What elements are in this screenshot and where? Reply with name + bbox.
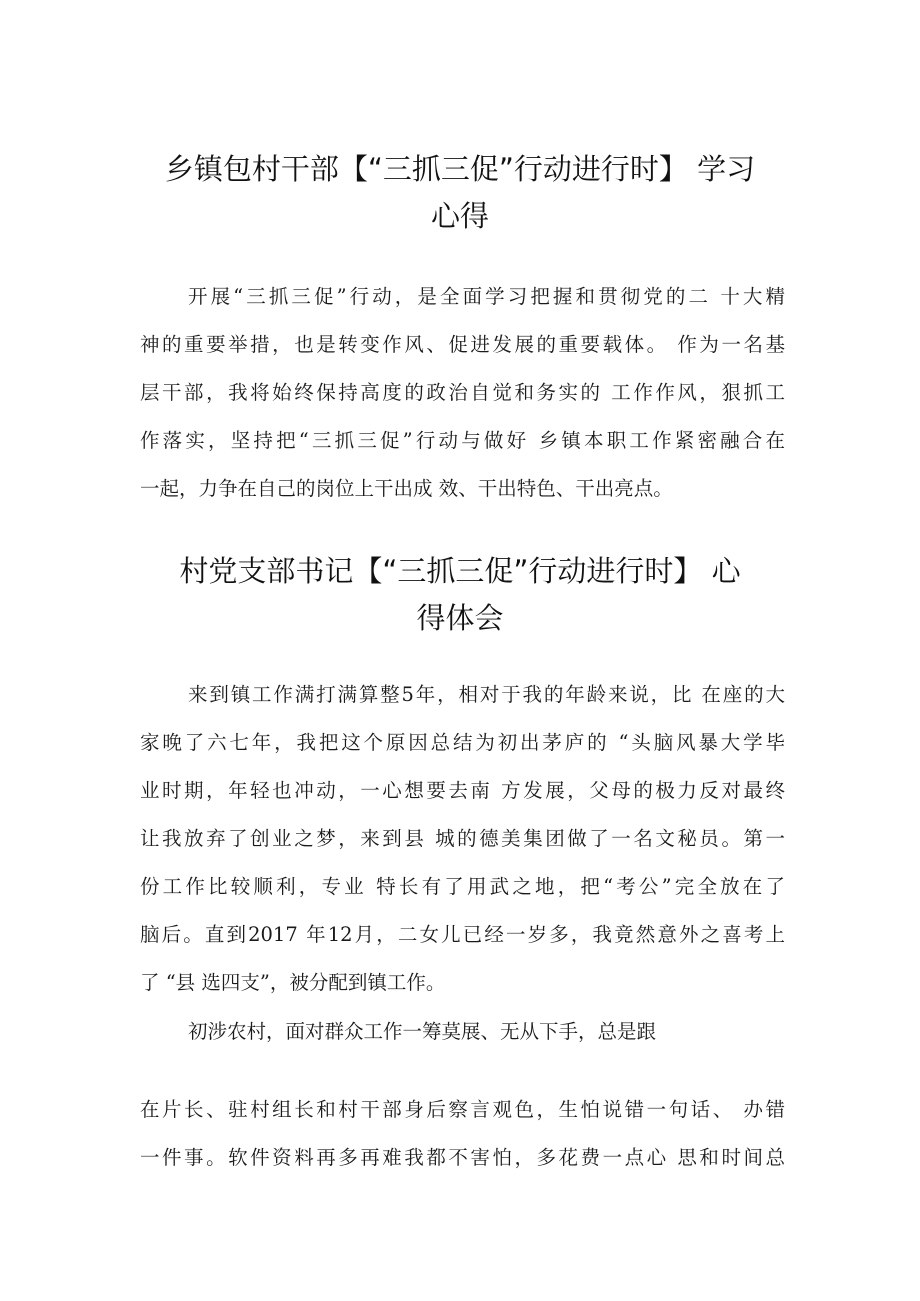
section2-paragraph-3 (140, 1086, 785, 1182)
paragraph-line: 脑后。直到2017 年12月，二女儿已经一岁多，我竟然意外之喜考上 (140, 923, 785, 946)
paragraph-line: 业时期，年轻也冲动，一心想要去南 方发展，父母的极力反对最终 (140, 779, 785, 802)
section2-title (130, 548, 790, 642)
paragraph-line: 神的重要举措，也是转变作风、促进发展的重要载体。 作为一名基 (140, 333, 785, 356)
paragraph-line: 在片长、驻村组长和村干部身后察言观色，生怕说错一句话、 办错 (140, 1098, 785, 1121)
paragraph-line: 作落实，坚持把“三抓三促”行动与做好 乡镇本职工作紧密融合在 (140, 429, 785, 452)
paragraph-line: 开展“三抓三促”行动，是全面学习把握和贯彻党的二 十大精 (188, 285, 785, 308)
paragraph-line: 初涉农村，面对群众工作一筹莫展、无从下手，总是跟 (188, 1020, 657, 1043)
section1-title (130, 146, 790, 240)
title-line: 得体会 (416, 601, 504, 635)
section2-paragraph-1 (140, 671, 785, 1007)
paragraph-line: 一件事。软件资料再多再难我都不害怕，多花费一点心 思和时间总 (140, 1146, 785, 1169)
paragraph-line: 来到镇工作满打满算整5年，相对于我的年龄来说，比 在座的大 (188, 683, 785, 706)
title-line: 乡镇包村干部【“三抓三促”行动进行时】 学习 (164, 152, 756, 186)
paragraph-line: 家晚了六七年，我把这个原因总结为初出茅庐的 “头脑风暴大学毕 (140, 731, 785, 754)
paragraph-line: 一起，力争在自己的岗位上干出成 效、干出特色、干出亮点。 (140, 477, 673, 500)
paragraph-line: 了 “县 选四支”，被分配到镇工作。 (140, 971, 446, 994)
title-line: 村党支部书记【“三抓三促”行动进行时】 心 (179, 554, 741, 588)
title-line: 心得 (430, 199, 489, 233)
section2-paragraph-2 (140, 1008, 785, 1056)
paragraph-line: 让我放弃了创业之梦，来到县 城的德美集团做了一名文秘员。第一 (140, 827, 785, 850)
paragraph-line: 层干部，我将始终保持高度的政治自觉和务实的 工作作风，狠抓工 (140, 381, 785, 404)
section1-paragraph (140, 273, 785, 513)
paragraph-line: 份工作比较顺利，专业 特长有了用武之地，把“考公”完全放在了 (140, 875, 785, 898)
